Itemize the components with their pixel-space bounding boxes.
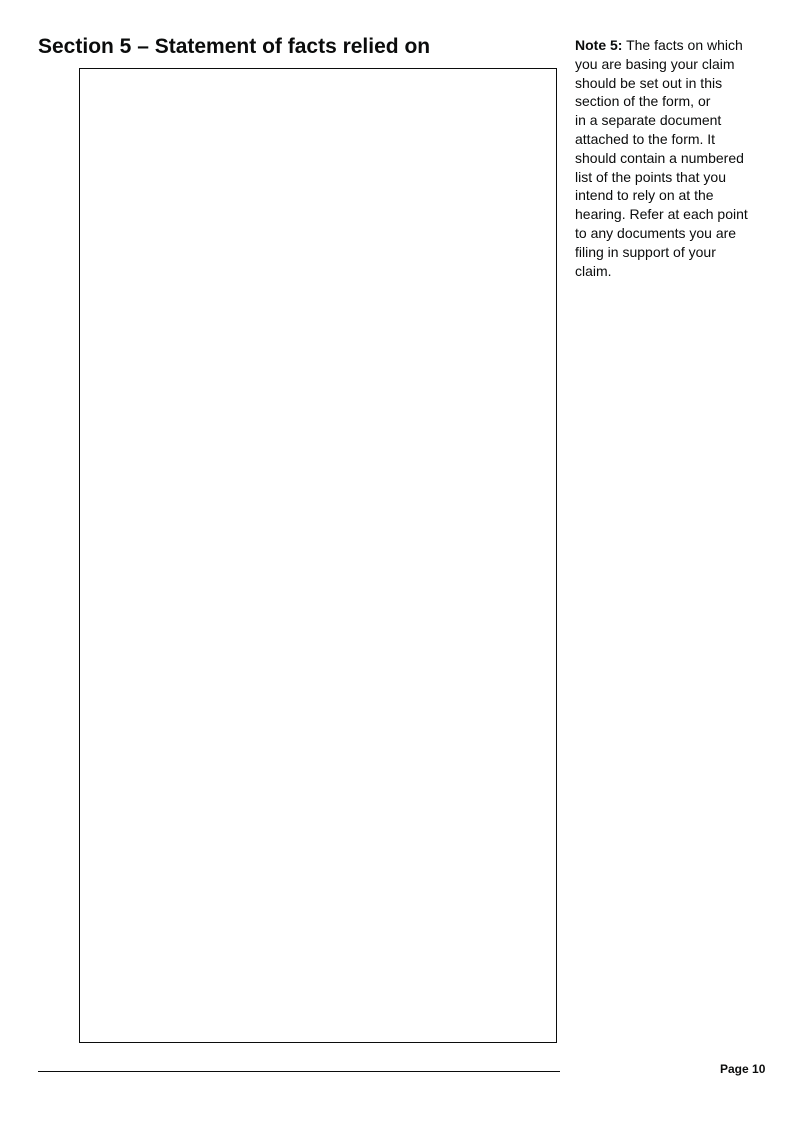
note-line-3: should be set out in this bbox=[575, 74, 723, 91]
note-text: The facts on which bbox=[622, 37, 743, 53]
statement-of-facts-field[interactable] bbox=[79, 68, 557, 1043]
note-line-1 bbox=[575, 36, 763, 55]
note-5 bbox=[575, 36, 763, 280]
footer-divider bbox=[38, 1071, 560, 1072]
note-line-4: section of the form, or bbox=[575, 93, 711, 110]
note-line-10: hearing. Refer at each point bbox=[575, 206, 748, 223]
note-line-13: claim. bbox=[575, 262, 612, 279]
note-line-8: list of the points that you bbox=[575, 168, 726, 185]
note-line-5: in a separate document bbox=[575, 112, 722, 129]
note-label: Note 5: bbox=[575, 37, 623, 53]
note-line-9: intend to rely on at the bbox=[575, 187, 714, 204]
note-line-2: you are basing your claim bbox=[575, 55, 735, 72]
page-number: Page 10 bbox=[720, 1062, 766, 1076]
note-line-7: should contain a numbered bbox=[575, 149, 744, 166]
note-line-12: filing in support of your bbox=[575, 243, 716, 260]
note-line-11: to any documents you are bbox=[575, 224, 737, 241]
section-title: Section 5 – Statement of facts relied on bbox=[38, 35, 431, 58]
note-line-6: attached to the form. It bbox=[575, 130, 716, 147]
